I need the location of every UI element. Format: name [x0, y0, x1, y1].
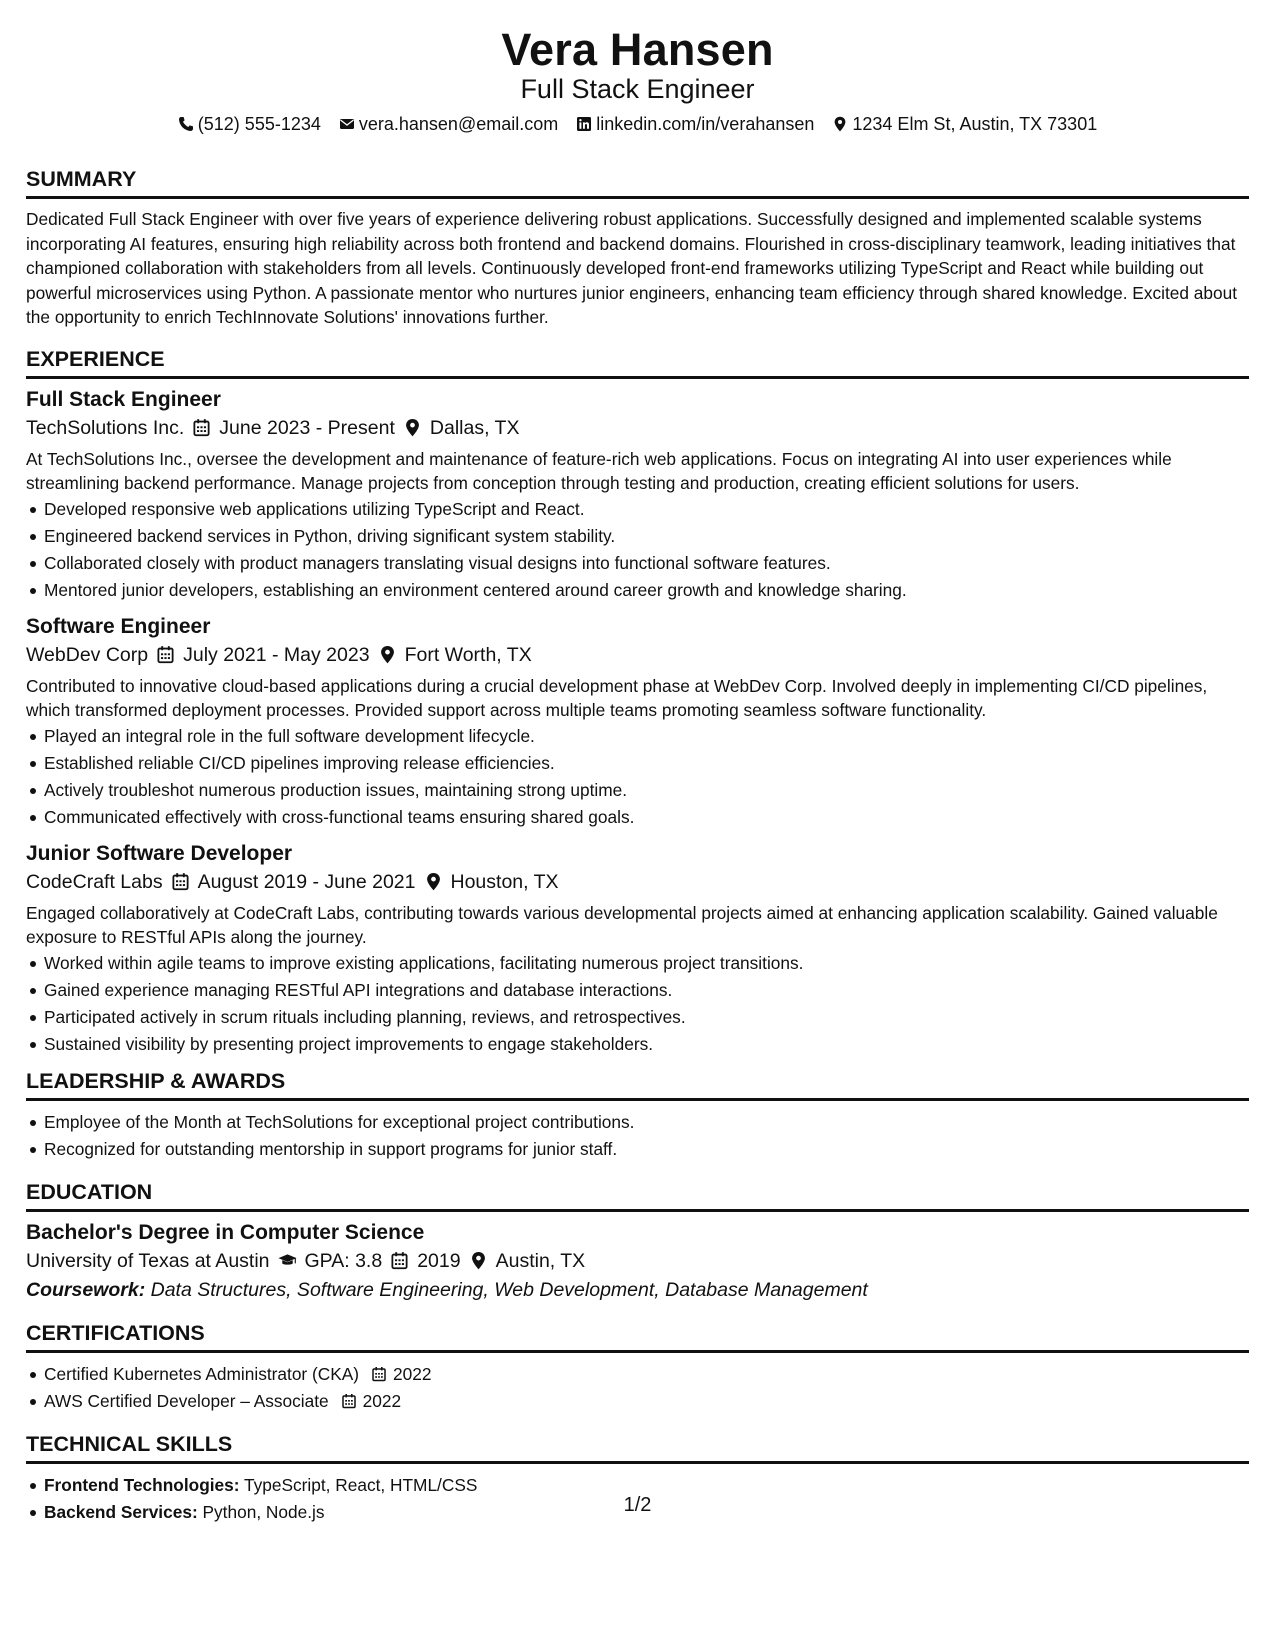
list-item: Actively troubleshot numerous production issues, maintaining strong uptime. [44, 777, 1249, 804]
section-divider [26, 1209, 1249, 1212]
section-divider [26, 1461, 1249, 1464]
envelope-icon [339, 116, 355, 132]
cert-name: Certified Kubernetes Administrator (CKA) [44, 1363, 360, 1384]
coursework-label: Coursework: [26, 1278, 146, 1301]
list-item: Gained experience managing RESTful API integrations and database interactions. [44, 977, 1249, 1004]
section-divider [26, 376, 1249, 379]
job-location: Dallas, TX [429, 416, 520, 439]
job-meta [26, 869, 1249, 895]
job-description: Contributed to innovative cloud-based applications during a crucial development phase at WebDev Corp. Involved deeply in implementing CI/CD pipelines, which transformed deployment processes. Provided support across multiple teams promoting seamless software functionality. [26, 675, 1208, 720]
job-company: TechSolutions Inc. [26, 416, 185, 439]
school-name: University of Texas at Austin [26, 1249, 270, 1272]
list-item: Developed responsive web applications utilizing TypeScript and React. [44, 496, 1249, 523]
contact-phone[interactable] [178, 112, 321, 136]
job-dates: June 2023 - Present [219, 416, 395, 439]
section-title-experience: EXPERIENCE [26, 346, 165, 371]
certifications-section [26, 1320, 1249, 1415]
section-divider [26, 196, 1249, 199]
education-section [26, 1179, 1249, 1304]
contact-address [832, 112, 1097, 136]
job-title: Software Engineer [26, 614, 211, 638]
map-pin-icon [469, 1251, 488, 1270]
job-dates: August 2019 - June 2021 [197, 870, 416, 893]
cert-year: 2022 [362, 1390, 402, 1411]
phone-icon [178, 116, 194, 132]
list-item: Mentored junior developers, establishing an environment centered around career growth and knowledge sharing. [44, 577, 1249, 604]
cert-name: AWS Certified Developer – Associate [44, 1390, 329, 1411]
certifications-list [26, 1361, 1249, 1415]
job-meta [26, 642, 1249, 668]
candidate-role: Full Stack Engineer [520, 74, 755, 104]
calendar-icon [390, 1251, 409, 1270]
job-location: Fort Worth, TX [404, 643, 532, 666]
job-entry [26, 387, 1249, 604]
coursework-line [26, 1276, 1249, 1304]
job-dates: July 2021 - May 2023 [183, 643, 370, 666]
map-pin-icon [832, 116, 848, 132]
list-item: Communicated effectively with cross-functional teams ensuring shared goals. [44, 804, 1249, 831]
calendar-icon [341, 1393, 357, 1409]
job-title: Full Stack Engineer [26, 387, 221, 411]
degree-title: Bachelor's Degree in Computer Science [26, 1220, 425, 1244]
summary-section [26, 166, 1249, 330]
linkedin-text: linkedin.com/in/verahansen [596, 114, 815, 134]
section-title-summary: SUMMARY [26, 167, 137, 191]
page-number: 1/2 [623, 1494, 652, 1516]
skill-value: Python, Node.js [202, 1501, 325, 1522]
graduation-year: 2019 [417, 1249, 461, 1272]
education-meta [26, 1248, 1249, 1274]
job-meta [26, 415, 1249, 441]
job-description: Engaged collaboratively at CodeCraft Labs, contributing towards various developmental projects aimed at enhancing application scalability. Gained valuable exposure to RESTful APIs along the journey. [26, 902, 1218, 947]
job-bullets [26, 496, 1249, 604]
skill-value: TypeScript, React, HTML/CSS [244, 1474, 478, 1495]
school-location: Austin, TX [495, 1249, 586, 1272]
cert-year: 2022 [393, 1363, 432, 1384]
contact-linkedin[interactable] [576, 112, 814, 136]
skill-label: Frontend Technologies: [44, 1474, 240, 1495]
list-item: Collaborated closely with product managers translating visual designs into functional software features. [44, 550, 1249, 577]
list-item: Worked within agile teams to improve existing applications, facilitating numerous project transitions. [44, 950, 1249, 977]
email-text: vera.hansen@email.com [358, 114, 559, 134]
job-title: Junior Software Developer [26, 841, 293, 865]
contact-email[interactable] [339, 112, 558, 136]
summary-text: Dedicated Full Stack Engineer with over five years of experience delivering robust applications. Successfully designed and implemented scalable systems incorporating AI features, ensuring high reliability across both frontend and backend domains. Flourished in cross-disciplinary teamwork, leading initiatives that championed collaboration with stakeholders from all levels. Continuously developed front-end frameworks utilizing TypeScript and React while building out powerful microservices using Python. A passionate mentor who nurtures junior engineers, enhancing team efficiency through shared knowledge. Excited about the opportunity to enrich TechInnovate Solutions' innovations further. [26, 209, 1238, 327]
section-divider [26, 1098, 1249, 1101]
calendar-icon [171, 872, 190, 891]
address-text: 1234 Elm St, Austin, TX 73301 [852, 114, 1098, 134]
section-title-skills: TECHNICAL SKILLS [26, 1431, 233, 1456]
coursework-text: Data Structures, Software Engineering, Web Development, Database Management [150, 1278, 868, 1301]
list-item: Established reliable CI/CD pipelines improving release efficiencies. [44, 750, 1249, 777]
job-location: Houston, TX [450, 870, 559, 893]
resume-header [26, 24, 1249, 136]
leadership-list [26, 1109, 1249, 1163]
job-entry [26, 614, 1249, 831]
job-description: At TechSolutions Inc., oversee the development and maintenance of feature-rich web applications. Focus on integrating AI into user experiences while streamlining backend performance. Manage projects from conception through testing and production, creating efficient solutions for users. [26, 448, 1172, 493]
gpa-text: GPA: 3.8 [304, 1249, 383, 1272]
calendar-icon [156, 645, 175, 664]
experience-section [26, 346, 1249, 1058]
list-item: Engineered backend services in Python, driving significant system stability. [44, 523, 1249, 550]
section-title-certifications: CERTIFICATIONS [26, 1320, 205, 1345]
list-item: Played an integral role in the full software development lifecycle. [44, 723, 1249, 750]
section-title-leadership: LEADERSHIP & AWARDS [26, 1068, 286, 1093]
graduation-cap-icon [278, 1251, 297, 1270]
job-bullets [26, 950, 1249, 1058]
section-divider [26, 1350, 1249, 1353]
section-title-education: EDUCATION [26, 1179, 153, 1204]
linkedin-icon [576, 116, 592, 132]
skill-label: Backend Services: [44, 1501, 198, 1522]
list-item: Employee of the Month at TechSolutions for exceptional project contributions. [44, 1109, 1249, 1136]
contact-bar [26, 112, 1249, 136]
map-pin-icon [403, 418, 422, 437]
list-item: Sustained visibility by presenting project improvements to engage stakeholders. [44, 1031, 1249, 1058]
map-pin-icon [424, 872, 443, 891]
leadership-section [26, 1068, 1249, 1163]
list-item [44, 1388, 1249, 1415]
job-entry [26, 841, 1249, 1058]
phone-text: (512) 555-1234 [197, 114, 321, 134]
job-company: CodeCraft Labs [26, 870, 163, 893]
job-company: WebDev Corp [26, 643, 149, 666]
list-item: Participated actively in scrum rituals including planning, reviews, and retrospectives. [44, 1004, 1249, 1031]
list-item [44, 1361, 1249, 1388]
calendar-icon [371, 1366, 387, 1382]
candidate-name: Vera Hansen [501, 24, 774, 75]
calendar-icon [192, 418, 211, 437]
list-item: Recognized for outstanding mentorship in support programs for junior staff. [44, 1136, 1249, 1163]
job-bullets [26, 723, 1249, 831]
map-pin-icon [378, 645, 397, 664]
